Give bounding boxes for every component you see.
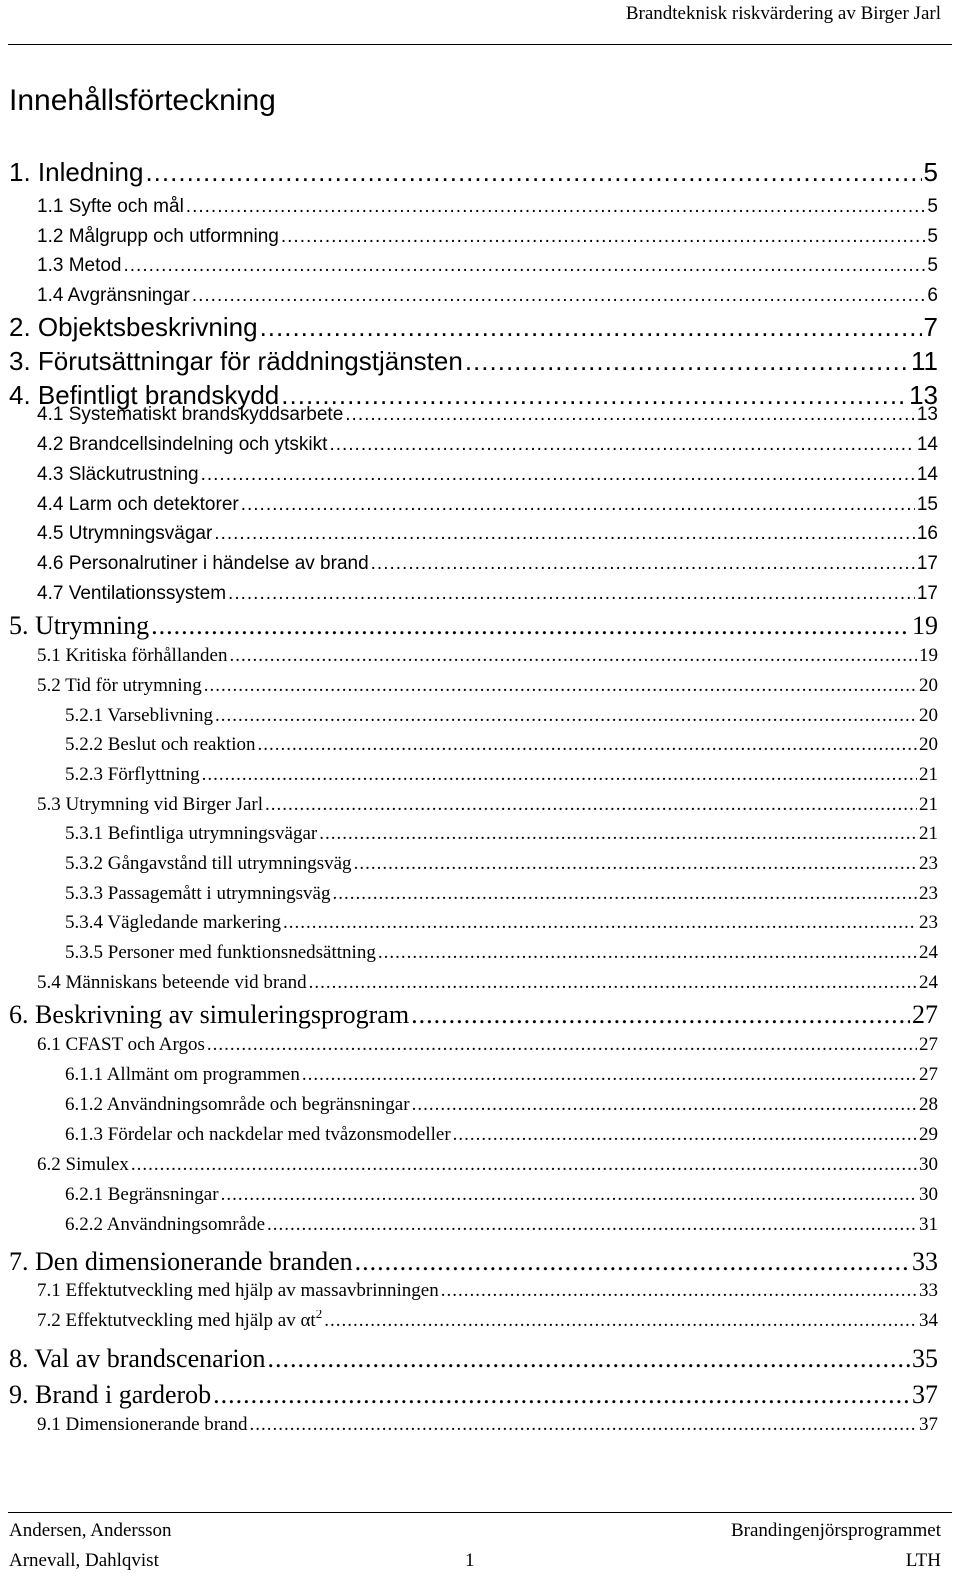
toc-entry-superscript: 2 <box>315 1310 323 1321</box>
toc-entry[interactable] <box>65 1124 938 1146</box>
toc-entry-text: 5.3.4 Vägledande markering <box>65 912 281 933</box>
toc-entry-label <box>37 255 124 277</box>
toc-entry[interactable] <box>37 1280 938 1302</box>
toc-entry-label <box>9 1380 213 1410</box>
toc-entry[interactable] <box>65 823 938 845</box>
toc-entry-page: 20 <box>919 734 938 755</box>
toc-dot-leader <box>260 312 922 343</box>
toc-entry-label <box>65 912 283 934</box>
toc-entry-page: 21 <box>919 823 938 844</box>
toc-entry-label <box>65 853 354 875</box>
toc-entry[interactable] <box>65 883 938 905</box>
toc-dot-leader <box>241 494 915 516</box>
toc-dot-leader <box>453 1124 917 1146</box>
toc-entry-label <box>65 942 378 964</box>
toc-entry-page: 14 <box>916 464 938 485</box>
toc-entry-page: 24 <box>919 972 938 993</box>
toc-entry-label <box>65 823 319 845</box>
toc-entry-label <box>37 972 309 994</box>
toc-entry-text: 7. Den dimensionerande branden <box>9 1247 353 1276</box>
toc-entry[interactable] <box>37 645 938 667</box>
toc-entry-label <box>37 1310 324 1332</box>
toc-entry[interactable] <box>37 285 938 307</box>
toc-entry-text: 5.2 Tid för utrymning <box>37 675 202 696</box>
toc-entry[interactable] <box>37 494 938 516</box>
toc-dot-leader <box>411 1000 910 1030</box>
toc-dot-leader <box>250 1414 917 1436</box>
toc-entry-page: 15 <box>916 494 938 515</box>
toc-entry-page: 23 <box>919 853 938 874</box>
toc-entry[interactable] <box>37 583 938 605</box>
toc-entry-label <box>65 883 332 905</box>
header-title: Brandteknisk riskvärdering av Birger Jarl <box>625 3 941 24</box>
toc-entry[interactable] <box>37 1310 938 1332</box>
toc-dot-leader <box>302 1064 917 1086</box>
toc-entry-page: 21 <box>919 794 938 815</box>
toc-dot-leader <box>145 157 921 188</box>
toc-entry-page: 33 <box>912 1247 938 1276</box>
toc-entry[interactable] <box>9 611 938 641</box>
toc-entry-text: 6. Beskrivning av simuleringsprogram <box>9 1000 410 1029</box>
toc-entry[interactable] <box>37 464 938 486</box>
toc-entry-label <box>37 226 281 248</box>
toc-dot-leader <box>204 675 917 697</box>
toc-dot-leader <box>345 404 915 426</box>
toc-dot-leader <box>201 464 915 486</box>
toc-dot-leader <box>228 583 915 605</box>
toc-entry-page: 20 <box>919 705 938 726</box>
toc-entry[interactable] <box>37 523 938 545</box>
toc-entry-text: 2. Objektsbeskrivning <box>9 312 258 342</box>
toc-dot-leader <box>355 1247 910 1277</box>
toc-entry-label <box>65 1064 302 1086</box>
toc-entry-page: 6 <box>927 285 938 306</box>
toc-entry-label <box>37 1414 250 1436</box>
toc-entry-page: 30 <box>919 1154 938 1175</box>
toc-entry-text: 3. Förutsättningar för räddningstjänsten <box>9 346 463 376</box>
toc-entry-label <box>37 794 265 816</box>
toc-entry-text: 1.3 Metod <box>37 255 122 276</box>
toc-dot-leader <box>186 196 926 218</box>
toc-entry-page: 5 <box>923 157 938 187</box>
footer-page-number: 1 <box>465 1550 475 1571</box>
toc-entry[interactable] <box>9 1247 938 1277</box>
toc-dot-leader <box>229 645 917 667</box>
toc-entry-page: 37 <box>912 1380 938 1409</box>
toc-entry-label <box>37 1280 441 1302</box>
toc-entry-text: 9.1 Dimensionerande brand <box>37 1414 248 1435</box>
toc-entry-page: 13 <box>909 380 938 410</box>
toc-dot-leader <box>268 1344 910 1374</box>
toc-entry[interactable] <box>37 972 938 994</box>
toc-entry-text: 6.2.2 Användningsområde <box>65 1214 266 1235</box>
toc-entry-text: 4.3 Släckutrustning <box>37 464 199 485</box>
toc-dot-leader <box>265 794 917 816</box>
toc-entry-label <box>65 1094 412 1116</box>
toc-entry-text: 5.2.2 Beslut och reaktion <box>65 734 256 755</box>
toc-dot-leader <box>214 523 915 545</box>
toc-entry[interactable] <box>65 853 938 875</box>
toc-entry-page: 11 <box>911 346 938 376</box>
toc-entry-page: 24 <box>919 942 938 963</box>
toc-entry[interactable] <box>37 255 938 277</box>
footer-institution: LTH <box>905 1550 941 1571</box>
toc-dot-leader <box>151 611 910 641</box>
toc-entry-page: 30 <box>919 1184 938 1205</box>
toc-entry-label <box>9 346 465 377</box>
toc-entry-label <box>9 1344 268 1374</box>
toc-entry[interactable] <box>37 1034 938 1056</box>
toc-entry-text: 5.3.1 Befintliga utrymningsvägar <box>65 823 318 844</box>
toc-entry-label <box>9 157 145 188</box>
toc-entry-text: 6.1.2 Användningsområde och begränsningar <box>65 1094 410 1115</box>
toc-entry-page: 34 <box>919 1310 938 1331</box>
toc-dot-leader <box>378 942 917 964</box>
toc-entry-label <box>65 1124 453 1146</box>
toc-entry-label <box>37 434 329 456</box>
toc-dot-leader <box>215 705 917 727</box>
toc-entry-label <box>9 1000 411 1030</box>
toc-entry-text: 1.1 Syfte och mål <box>37 196 184 217</box>
toc-entry-text: 4.1 Systematiskt brandskyddsarbete <box>37 404 344 425</box>
toc-entry-label <box>65 764 202 786</box>
toc-entry-text: 5.3.2 Gångavstånd till utrymningsväg <box>65 853 352 874</box>
toc-entry-text: 5.3.5 Personer med funktionsnedsättning <box>65 942 376 963</box>
toc-entry-page: 28 <box>919 1094 938 1115</box>
toc-entry-label <box>9 611 151 641</box>
toc-dot-leader <box>319 823 917 845</box>
footer-program: Brandingenjörsprogrammet <box>730 1520 941 1541</box>
toc-entry-page: 27 <box>912 1000 938 1029</box>
toc-entry-page: 17 <box>916 553 938 574</box>
toc-entry-text: 6.2 Simulex <box>37 1154 129 1175</box>
toc-entry-text: 8. Val av brandscenarion <box>9 1344 266 1373</box>
toc-entry-label <box>65 1184 221 1206</box>
toc-entry-text: 5.4 Människans beteende vid brand <box>37 972 307 993</box>
toc-entry-label <box>37 553 371 575</box>
toc-entry-page: 37 <box>919 1414 938 1435</box>
toc-entry-label <box>65 734 258 756</box>
toc-entry-text: 5. Utrymning <box>9 611 150 640</box>
toc-entry-text: 5.2.3 Förflyttning <box>65 764 200 785</box>
toc-entry-text: 4.7 Ventilationssystem <box>37 583 227 604</box>
toc-entry-label <box>37 1154 131 1176</box>
footer-rule <box>8 1512 952 1513</box>
toc-entry[interactable] <box>9 346 938 377</box>
toc-entry-page: 17 <box>916 583 938 604</box>
toc-entry-text: 4. Befintligt brandskydd <box>9 380 280 410</box>
toc-dot-leader <box>207 1034 917 1056</box>
toc-entry[interactable] <box>65 942 938 964</box>
toc-dot-leader <box>213 1380 910 1410</box>
toc-entry-page: 5 <box>927 196 938 217</box>
toc-heading: Innehållsförteckning <box>9 84 276 117</box>
toc-entry-label <box>37 464 201 486</box>
toc-entry-text: 5.3 Utrymning vid Birger Jarl <box>37 794 264 815</box>
toc-entry-page: 5 <box>927 226 938 247</box>
toc-entry-label <box>37 583 228 605</box>
toc-entry-label <box>37 494 241 516</box>
toc-entry-label <box>37 285 192 307</box>
toc-entry-text: 1.4 Avgränsningar <box>37 285 190 306</box>
toc-dot-leader <box>465 346 909 377</box>
toc-dot-leader <box>124 255 926 277</box>
toc-dot-leader <box>202 764 917 786</box>
toc-entry-label <box>37 675 204 697</box>
toc-entry-label <box>37 1034 207 1056</box>
toc-entry[interactable] <box>37 1154 938 1176</box>
toc-dot-leader <box>324 1310 917 1332</box>
toc-entry[interactable] <box>65 734 938 756</box>
toc-dot-leader <box>354 853 917 875</box>
toc-dot-leader <box>192 285 926 307</box>
toc-entry-page: 23 <box>919 912 938 933</box>
toc-entry-text: 1.2 Målgrupp och utformning <box>37 226 279 247</box>
toc-entry[interactable] <box>65 1214 938 1236</box>
toc-entry-page: 5 <box>927 255 938 276</box>
toc-dot-leader <box>441 1280 917 1302</box>
toc-entry-label <box>65 1214 267 1236</box>
toc-dot-leader <box>267 1214 917 1236</box>
toc-dot-leader <box>221 1184 917 1206</box>
toc-entry[interactable] <box>65 764 938 786</box>
toc-entry-page: 20 <box>919 675 938 696</box>
toc-entry[interactable] <box>65 705 938 727</box>
toc-entry-label <box>37 196 186 218</box>
toc-entry-text: 6.2.1 Begränsningar <box>65 1184 219 1205</box>
toc-entry[interactable] <box>9 1000 938 1030</box>
toc-entry-page: 19 <box>912 611 938 640</box>
toc-entry-page: 33 <box>919 1280 938 1301</box>
toc-entry-text: 6.1.1 Allmänt om programmen <box>65 1064 300 1085</box>
toc-entry[interactable] <box>9 1380 938 1410</box>
toc-entry[interactable] <box>65 1184 938 1206</box>
toc-dot-leader <box>258 734 918 756</box>
toc-dot-leader <box>131 1154 917 1176</box>
toc-entry-label <box>9 312 260 343</box>
toc-entry-page: 23 <box>919 883 938 904</box>
toc-entry-page: 21 <box>919 764 938 785</box>
toc-entry-text: 9. Brand i garderob <box>9 1380 212 1409</box>
toc-entry-label <box>9 1247 355 1277</box>
toc-entry-page: 7 <box>923 312 938 342</box>
toc-entry[interactable] <box>37 553 938 575</box>
toc-entry-page: 14 <box>916 434 938 455</box>
toc-entry[interactable] <box>9 157 938 188</box>
toc-entry-label <box>65 705 215 727</box>
toc-entry[interactable] <box>37 1414 938 1436</box>
toc-entry[interactable] <box>65 912 938 934</box>
toc-dot-leader <box>371 553 915 575</box>
toc-entry-label <box>37 523 214 545</box>
toc-entry-page: 19 <box>919 645 938 666</box>
toc-dot-leader <box>329 434 914 456</box>
toc-dot-leader <box>332 883 917 905</box>
toc-entry-text: 4.6 Personalrutiner i händelse av brand <box>37 553 369 574</box>
toc-entry-text: 1. Inledning <box>9 157 144 187</box>
toc-entry[interactable] <box>37 226 938 248</box>
toc-entry-text: 5.1 Kritiska förhållanden <box>37 645 228 666</box>
toc-entry[interactable] <box>37 196 938 218</box>
toc-entry-text: 7.2 Effektutveckling med hjälp av αt <box>37 1310 316 1331</box>
toc-entry-page: 13 <box>916 404 938 425</box>
toc-entry-text: 4.4 Larm och detektorer <box>37 494 239 515</box>
toc-entry-label <box>37 645 229 667</box>
footer-authors-line1: Andersen, Andersson <box>9 1520 172 1541</box>
toc-entry-text: 5.2.1 Varseblivning <box>65 705 213 726</box>
toc-entry-page: 16 <box>916 523 938 544</box>
page-footer <box>0 1516 960 1591</box>
toc-entry-page: 31 <box>919 1214 938 1235</box>
toc-entry-text: 6.1.3 Fördelar och nackdelar med tvåzonsmodeller <box>65 1124 451 1145</box>
toc-entry-label <box>37 404 345 426</box>
toc-entry-page: 27 <box>919 1064 938 1085</box>
toc-entry[interactable] <box>65 1064 938 1086</box>
toc-entry-text: 6.1 CFAST och Argos <box>37 1034 205 1055</box>
toc-entry-page: 29 <box>919 1124 938 1145</box>
toc-dot-leader <box>309 972 917 994</box>
toc-entry-text: 4.2 Brandcellsindelning och ytskikt <box>37 434 328 455</box>
toc-entry[interactable] <box>37 794 938 816</box>
toc-entry[interactable] <box>9 312 938 343</box>
toc-entry[interactable] <box>9 1344 938 1374</box>
toc-entry[interactable] <box>37 404 938 426</box>
toc-entry-text: 5.3.3 Passagemått i utrymningsväg <box>65 883 331 904</box>
toc-dot-leader <box>283 912 917 934</box>
toc-entry-page: 35 <box>912 1344 938 1373</box>
toc-entry[interactable] <box>65 1094 938 1116</box>
toc-dot-leader <box>281 226 926 248</box>
toc-entry[interactable] <box>37 434 938 456</box>
toc-entry-text: 7.1 Effektutveckling med hjälp av massavbrinningen <box>37 1280 439 1301</box>
toc-entry-text: 4.5 Utrymningsvägar <box>37 523 213 544</box>
toc-dot-leader <box>412 1094 917 1116</box>
toc-entry-page: 27 <box>919 1034 938 1055</box>
toc-entry[interactable] <box>37 675 938 697</box>
footer-authors-line2: Arnevall, Dahlqvist <box>9 1550 159 1571</box>
